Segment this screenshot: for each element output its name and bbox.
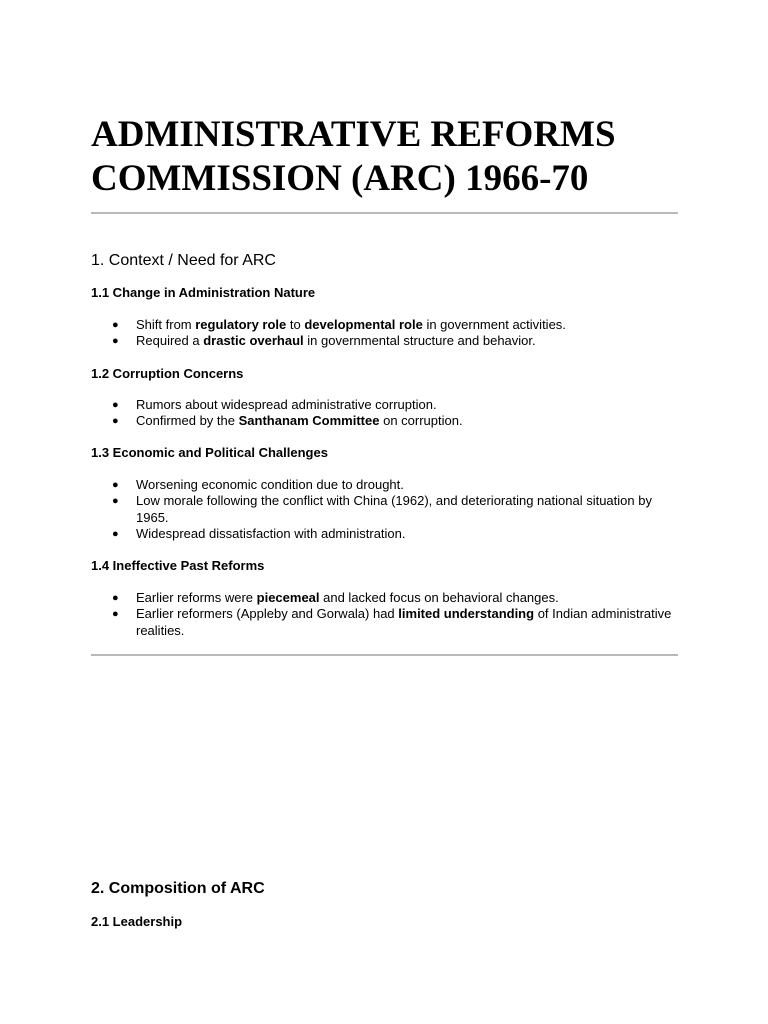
list-item: ● Worsening economic condition due to drought. (112, 477, 404, 492)
bullet-icon: ● (112, 608, 119, 621)
subsection-2-1-heading: 2.1 Leadership (91, 914, 183, 929)
section-1-heading: 1. Context / Need for ARC (91, 252, 276, 269)
horizontal-divider (91, 654, 678, 656)
subsection-1-3-list (91, 477, 681, 543)
list-item: ● Required a drastic overhaul in governmental structure and behavior. (112, 333, 536, 349)
subsection-1-1-heading: 1.1 Change in Administration Nature (91, 285, 316, 300)
subsection-1-3-heading: 1.3 Economic and Political Challenges (91, 445, 328, 460)
bullet-icon: ● (112, 528, 119, 541)
list-item: ● Widespread dissatisfaction with administration. (112, 526, 406, 542)
subsection-1-1-list (91, 317, 681, 350)
list-item: ● Earlier reforms were piecemeal and lacked focus on behavioral changes. (112, 590, 559, 605)
subsection-1-2-list (91, 397, 681, 430)
subsection-1-2-heading: 1.2 Corruption Concerns (91, 366, 244, 381)
bullet-icon: ● (112, 592, 119, 604)
bullet-icon: ● (112, 479, 119, 491)
document-title: ADMINISTRATIVE REFORMS COMMISSION (ARC) 1966-70 (91, 114, 616, 199)
list-item: ● Shift from regulatory role to developmental role in government activities. (112, 317, 566, 332)
list-item: ● Low morale following the conflict with China (1962), and deteriorating national situation by 1965. (112, 493, 652, 525)
horizontal-divider (91, 212, 678, 214)
subsection-1-4-heading: 1.4 Ineffective Past Reforms (91, 558, 265, 573)
list-item: ● Rumors about widespread administrative corruption. (112, 397, 437, 412)
bullet-icon: ● (112, 335, 119, 348)
bullet-icon: ● (112, 415, 119, 428)
section-2-heading: 2. Composition of ARC (91, 880, 265, 897)
subsection-1-4-list (91, 590, 681, 639)
list-item: ● Earlier reformers (Appleby and Gorwala) had limited understanding of Indian administrative realities. (112, 606, 672, 638)
bullet-icon: ● (112, 495, 119, 508)
bullet-icon: ● (112, 319, 119, 331)
bullet-icon: ● (112, 399, 119, 411)
list-item: ● Confirmed by the Santhanam Committee on corruption. (112, 413, 463, 429)
